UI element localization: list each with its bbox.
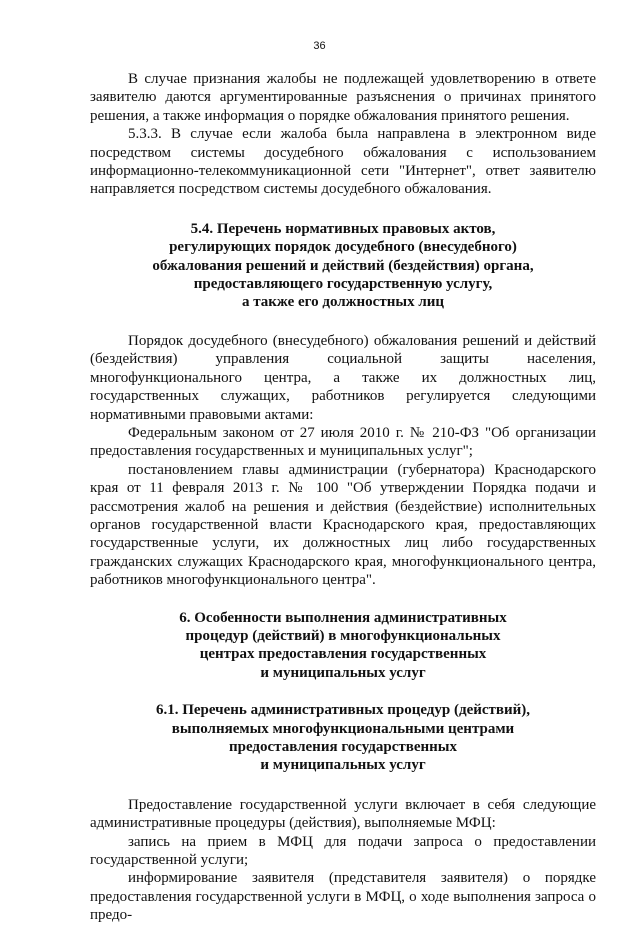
heading-line: обжалования решений и действий (бездействия) органа,: [152, 257, 534, 274]
paragraph-governor-resolution: постановлением главы администрации (губернатора) Краснодарского края от 11 февраля 2013 г. № 100 "Об утверждении Порядка подачи и рассмотрения жалоб на решения и действия (бездействие) исполнительных органов государственной власти Краснодарского края, предоставляющих государственные услуги, их должностных лиц либо государственных гражданских служащих Краснодарского края, многофункционального центра, работников многофункционального центра".: [90, 461, 596, 589]
paragraph-complaint-rejected: В случае признания жалобы не подлежащей удовлетворению в ответе заявителю даются аргументированные разъяснения о причинах принятого решения, а также информация о порядке обжалования принятого решения.: [90, 71, 596, 124]
heading-line: и муниципальных услуг: [260, 757, 426, 774]
section-6-heading: [90, 609, 596, 683]
paragraph-5-3-3: 5.3.3. В случае если жалоба была направлена в электронном виде посредством системы досудебного обжалования с использованием информационно-телекоммуникационной сети "Интернет", ответ заявителю направляется посредством системы досудебного обжалования.: [90, 126, 596, 198]
heading-line: и муниципальных услуг: [260, 664, 426, 681]
heading-line: 6. Особенности выполнения административных: [179, 609, 507, 626]
section-5-4-heading: [90, 220, 596, 312]
page-number: 36: [313, 40, 326, 52]
heading-line: 5.4. Перечень нормативных правовых актов,: [190, 220, 496, 237]
heading-line: центрах предоставления государственных: [199, 646, 487, 663]
section-6-1-heading: [90, 701, 596, 775]
heading-line: 6.1. Перечень административных процедур (действий),: [155, 702, 531, 719]
heading-line: предоставления государственных: [228, 739, 458, 755]
heading-line: а также его должностных лиц: [241, 294, 445, 311]
page-content: [90, 70, 596, 925]
heading-line: регулирующих порядок досудебного (внесудебного): [169, 239, 517, 256]
heading-line: процедур (действий) в многофункциональных: [185, 627, 501, 644]
paragraph-informing: информирование заявителя (представителя заявителя) о порядке предоставления государственной услуги в МФЦ, о ходе выполнения запроса о предо-: [90, 870, 596, 924]
paragraph-federal-law: Федеральным законом от 27 июля 2010 г. № 210-ФЗ "Об организации предоставления государственных и муниципальных услуг";: [90, 424, 596, 460]
heading-line: выполняемых многофункциональными центрами: [171, 720, 515, 737]
paragraph-service-procedures: Предоставление государственной услуги включает в себя следующие административные процедуры (действия), выполняемые МФЦ:: [90, 796, 596, 832]
heading-line: предоставляющего государственную услугу,: [193, 276, 493, 293]
paragraph-appointment: запись на прием в МФЦ для подачи запроса о предоставлении государственной услуги;: [90, 833, 596, 869]
paragraph-appeal-procedure: Порядок досудебного (внесудебного) обжалования решений и действий (бездействия) управления социальной защиты населения, многофункционального центра, а также их должностных лиц, государственных служащих, работников регулируется следующими нормативными правовыми актами:: [90, 332, 596, 423]
